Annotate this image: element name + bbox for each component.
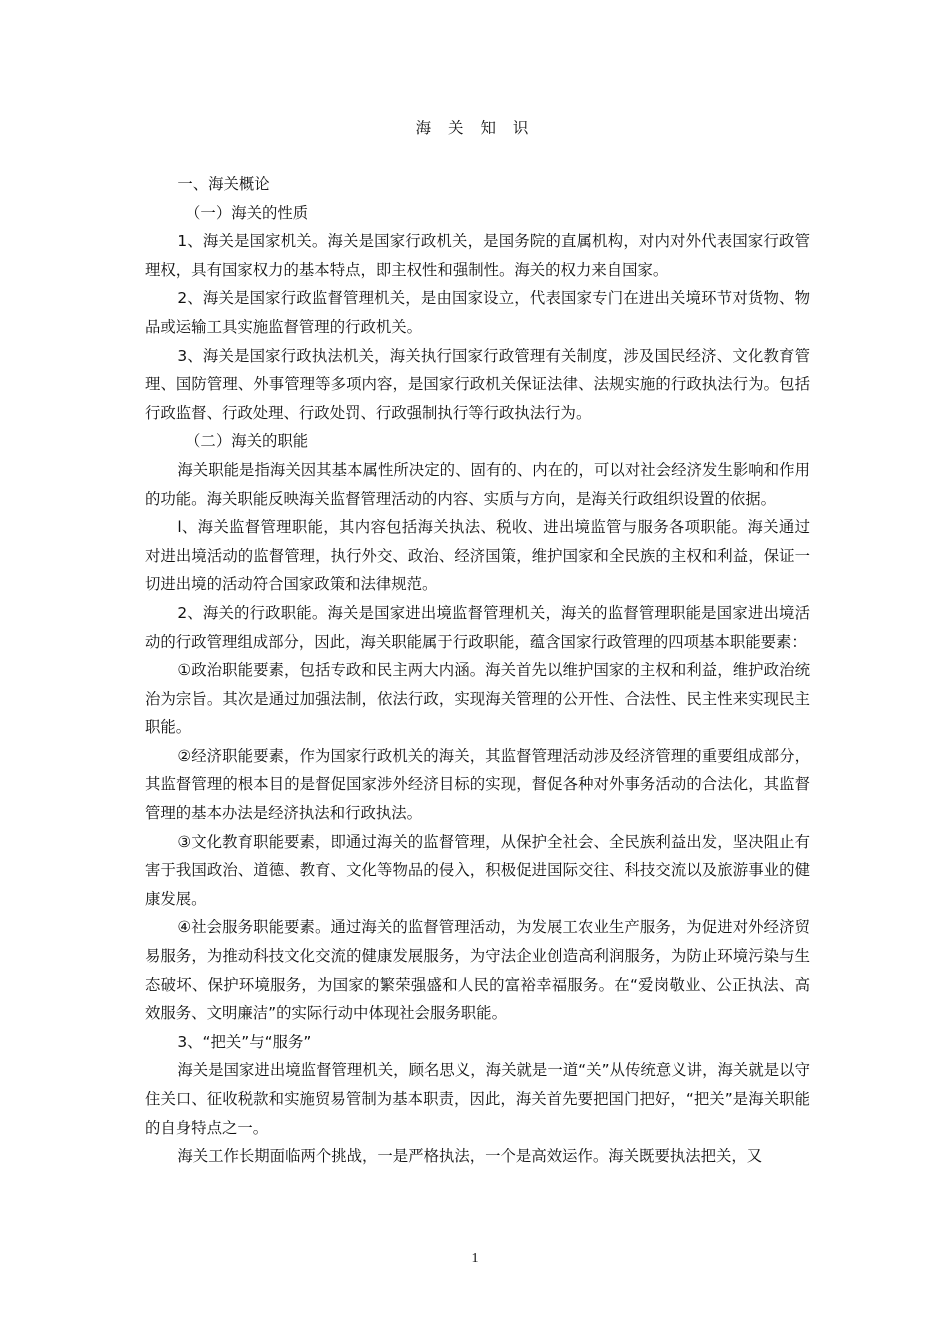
page-title: 海 关 知 识: [415, 119, 535, 137]
page-number: 1: [471, 1251, 479, 1266]
paragraph: 海关职能是指海关因其基本属性所决定的、固有的、内在的，可以对社会经济发生影响和作用的功能。海关职能反映海关监督管理活动的内容、实质与方向，是海关行政组织设置的依据。: [145, 460, 810, 508]
subsection-heading: （一）海关的性质: [185, 203, 309, 222]
paragraph: 海关是国家进出境监督管理机关，顾名思义，海关就是一道“关”从传统意义讲，海关就是以守住关口、征收税款和实施贸易管制为基本职责，因此，海关首先要把国门把好，“把关”是海关职能的自身特点之一。: [145, 1061, 810, 1137]
paragraph: ②经济职能要素，作为国家行政机关的海关，其监督管理活动涉及经济管理的重要组成部分，其监督管理的根本目的是督促国家涉外经济目标的实现，督促各种对外事务活动的合法化，其监督管理的基本办法是经济执法和行政执法。: [145, 746, 810, 823]
paragraph: 3、“把关”与“服务”: [177, 1032, 312, 1051]
paragraph: 2、海关是国家行政监督管理机关，是由国家设立，代表国家专门在进出关境环节对货物、物品或运输工具实施监督管理的行政机关。: [145, 289, 810, 336]
paragraph: 海关工作长期面临两个挑战，一是严格执法，一个是高效运作。海关既要执法把关，又: [177, 1147, 763, 1166]
subsection-heading: （二）海关的职能: [185, 432, 309, 451]
paragraph: 1、海关是国家机关。海关是国家行政机关，是国务院的直属机构，对内对外代表国家行政管理权，具有国家权力的基本特点，即主权性和强制性。海关的权力来自国家。: [145, 232, 810, 279]
paragraph: 3、海关是国家行政执法机关，海关执行国家行政管理有关制度，涉及国民经济、文化教育管理、国防管理、外事管理等多项内容，是国家行政机关保证法律、法规实施的行政执法行为。包括行政监督、行政处理、行政处罚、行政强制执行等行政执法行为。: [145, 346, 810, 422]
paragraph: l、海关监督管理职能，其内容包括海关执法、税收、进出境监管与服务各项职能。海关通过对进出境活动的监督管理，执行外交、政治、经济国策，维护国家和全民族的主权和利益，保证一切进出境的活动符合国家政策和法律规范。: [145, 518, 810, 594]
paragraph: ①政治职能要素，包括专政和民主两大内涵。海关首先以维护国家的主权和利益，维护政治统治为宗旨。其次是通过加强法制，依法行政，实现海关管理的公开性、合法性、民主性来实现民主职能。: [145, 661, 810, 737]
section-heading: 一、海关概论: [177, 175, 270, 193]
paragraph: 2、海关的行政职能。海关是国家进出境监督管理机关，海关的监督管理职能是国家进出境活动的行政管理组成部分，因此，海关职能属于行政职能，蕴含国家行政管理的四项基本职能要素：: [145, 603, 810, 651]
document-body: [145, 170, 810, 1171]
paragraph: ③文化教育职能要素，即通过海关的监督管理，从保护全社会、全民族利益出发，坚决阻止有害于我国政治、道德、教育、文化等物品的侵入，积极促进国际交往、科技交流以及旅游事业的健康发展。: [145, 832, 810, 908]
paragraph: ④社会服务职能要素。通过海关的监督管理活动，为发展工农业生产服务，为促进对外经济贸易服务，为推动科技文化交流的健康发展服务，为守法企业创造高利润服务，为防止环境污染与生态破坏、保护环境服务，为国家的繁荣强盛和人民的富裕幸福服务。在“爱岗敬业、公正执法、高效服务、文明廉洁”的实际行动中体现社会服务职能。: [145, 918, 810, 1023]
